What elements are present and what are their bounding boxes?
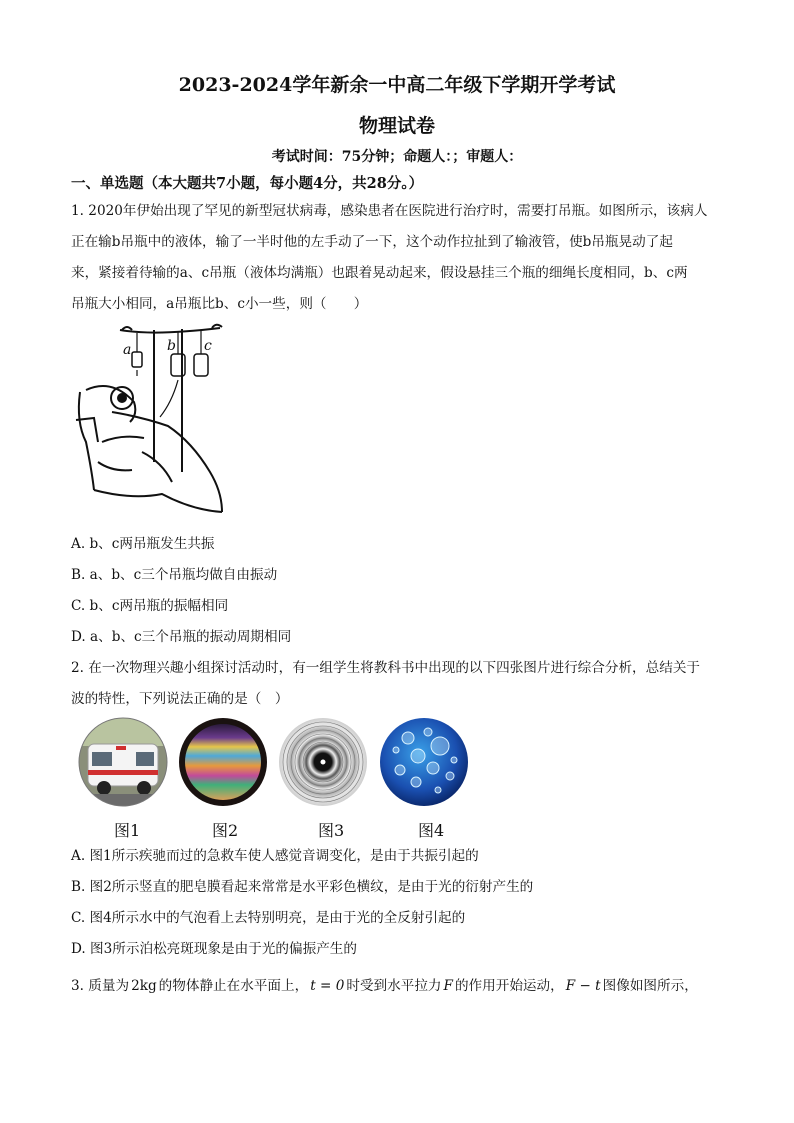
exam-subtitle: 物理试卷 xyxy=(358,115,435,137)
q3-text-a: 3. 质量为 xyxy=(71,978,130,994)
q2-option-d: D. 图3所示泊松亮斑现象是由于光的偏振产生的 xyxy=(71,941,357,957)
q3-force: F xyxy=(443,978,453,994)
q3-graph-expr: F − t xyxy=(565,978,601,994)
q1-line-1: 1. 2020年伊始出现了罕见的新型冠状病毒，感染患者在医院进行治疗时，需要打吊瓶。如图所示，该病人 xyxy=(71,203,708,219)
q1-option-b: B. a、b、c三个吊瓶均做自由振动 xyxy=(71,567,278,583)
caption-fig2: 图2 xyxy=(212,821,239,840)
q1-option-d: D. a、b、c三个吊瓶的振动周期相同 xyxy=(71,629,292,645)
q2-option-a: A. 图1所示疾驰而过的急救车使人感觉音调变化，是由于共振引起的 xyxy=(71,848,479,864)
q1-line-3: 来，紧接着待输的a、c吊瓶（液体均满瓶）也跟着晃动起来，假设悬挂三个瓶的细绳长度相同，b、c两 xyxy=(71,265,688,281)
caption-fig4: 图4 xyxy=(418,821,445,840)
bottle-label-a: a xyxy=(123,342,132,358)
q3-text-e: 图像如图所示， xyxy=(602,978,698,994)
q1-line-2: 正在输b吊瓶中的液体，输了一半时他的左手动了一下，这个动作拉扯到了输液管，使b吊瓶晃动了起 xyxy=(71,234,673,250)
section-heading: 一、单选题（本大题共7小题，每小题4分，共28分。） xyxy=(71,175,424,192)
q2-line-2: 波的特性，下列说法正确的是（ ） xyxy=(71,691,289,707)
q3-time-expr: t = 0 xyxy=(310,978,345,994)
q3-line-1 xyxy=(71,974,698,994)
exam-info: 考试时间：75分钟；命题人：；审题人： xyxy=(271,149,523,165)
q3-text-d: 的作用开始运动， xyxy=(454,978,564,994)
q1-option-a: A. b、c两吊瓶发生共振 xyxy=(71,536,215,552)
q3-text-b: 的物体静止在水平面上， xyxy=(158,978,309,994)
q1-line-4: 吊瓶大小相同，a吊瓶比b、c小一些，则（ ） xyxy=(71,296,368,312)
q1-option-c: C. b、c两吊瓶的振幅相同 xyxy=(71,598,229,614)
q3-mass: 2kg xyxy=(131,978,157,994)
bottle-label-b: b xyxy=(167,338,176,354)
wave-figures xyxy=(78,716,478,811)
q2-option-c: C. 图4所示水中的气泡看上去特别明亮，是由于光的全反射引起的 xyxy=(71,910,466,926)
q2-line-1: 2. 在一次物理兴趣小组探讨活动时，有一组学生将教科书中出现的以下四张图片进行综合分析，总结关于 xyxy=(71,660,701,676)
exam-title: 2023-2024学年新余一中高二年级下学期开学考试 xyxy=(178,74,616,96)
caption-fig3: 图3 xyxy=(318,821,345,840)
bottle-label-c: c xyxy=(204,338,212,354)
ambulance-image xyxy=(78,716,168,808)
caption-fig1: 图1 xyxy=(114,821,141,840)
q2-option-b: B. 图2所示竖直的肥皂膜看起来常常是水平彩色横纹，是由于光的衍射产生的 xyxy=(71,879,534,895)
q3-text-c: 时受到水平拉力 xyxy=(346,978,442,994)
